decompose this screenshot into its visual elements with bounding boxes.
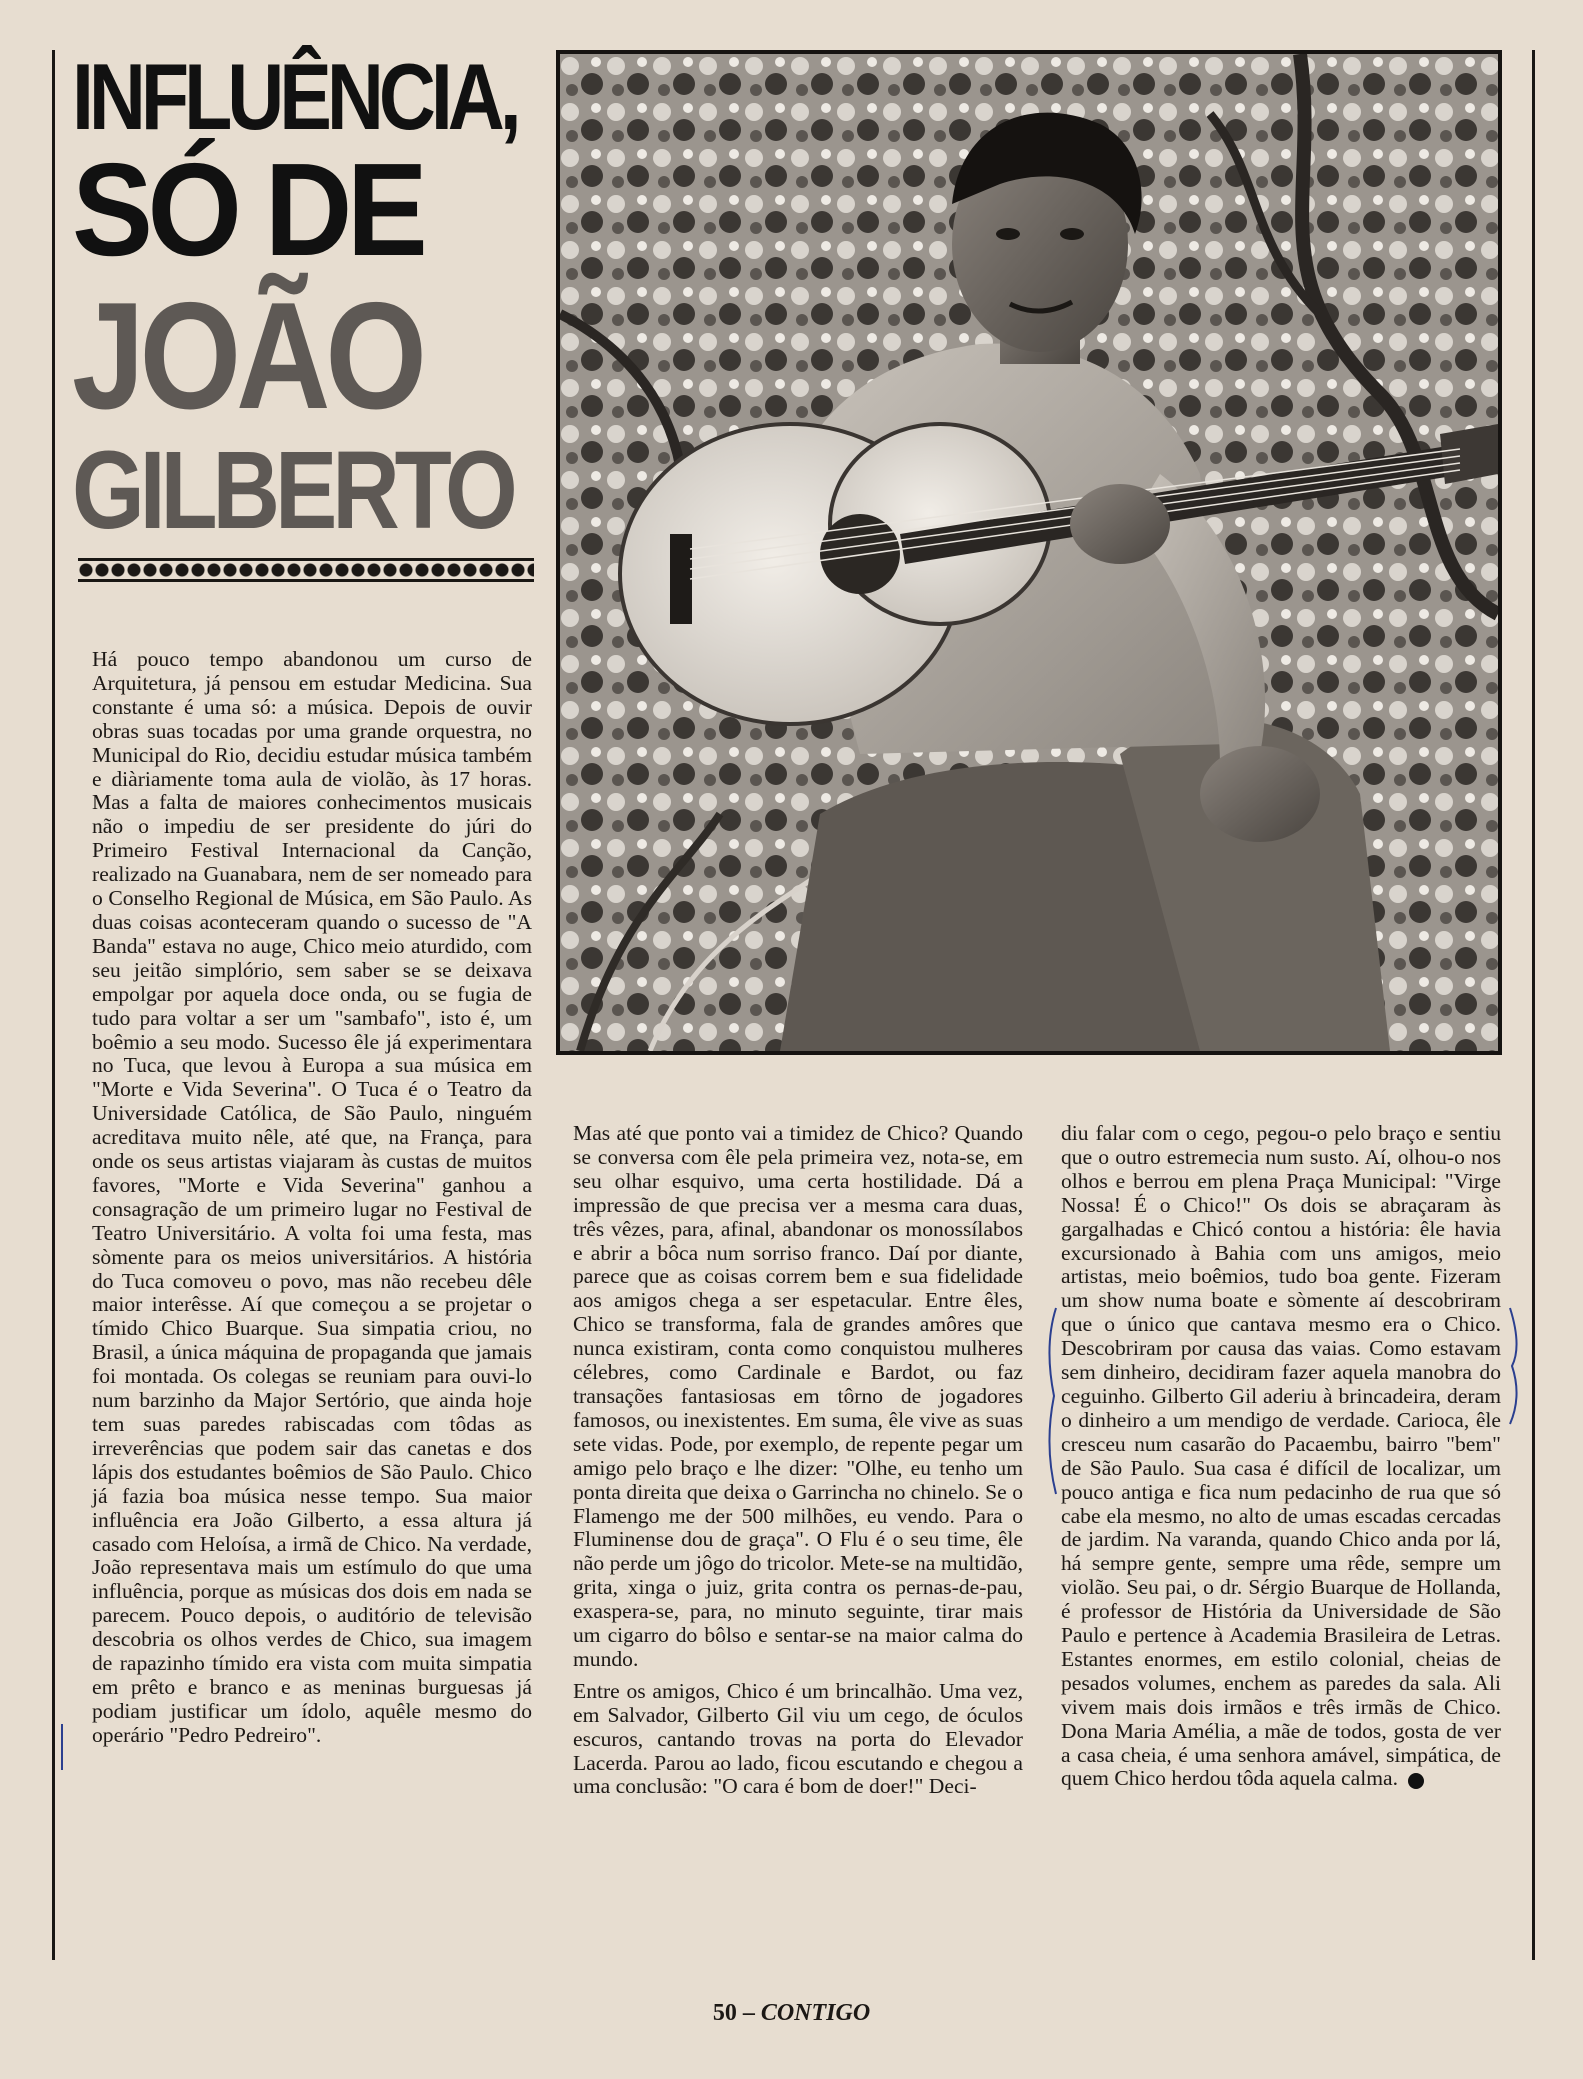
headline-line-3: JOÃO xyxy=(72,271,422,441)
dotted-divider xyxy=(78,558,534,582)
article-column-2 xyxy=(573,1122,1023,1799)
headline-line-2: SÓ DE xyxy=(72,136,423,283)
pen-mark-left xyxy=(56,1722,68,1772)
pen-bracket-right-column-3 xyxy=(1506,1306,1524,1426)
end-of-article-bullet xyxy=(1408,1773,1424,1789)
column-3-paragraph-1-text: diu falar com o cego, pegou-o pelo braço e sentiu que o outro estremecia num susto. Aí, olhou-o nos olhos e berrou em plena Praça Municipal: "Virge Nossa! É o Chico!" Os dois se abraçaram às gargalhadas e Chicó contou a história: êle havia excursionado à Bahia com uns amigos, meio artistas, meio boêmios, tudo boa gente. Fizeram um show numa boate e sòmente aí descobriram que o único que cantava mesmo era o Chico. Descobriram por causa das vaias. Como estavam sem dinheiro, decidiram fazer aquela manobra do ceguinho. Gilberto Gil aderiu à brincadeira, deram o dinheiro a um mendigo de verdade. Carioca, êle cresceu num casarão do Pacaembu, bairro "bem" de São Paulo. Sua casa é difícil de localizar, um pouco antiga e fica num pedacinho de rua que só cabe ela mesmo, no alto de umas escadas cercadas de jardim. Na varanda, quando Chico anda por lá, há sempre gente, sempre uma rêde, sempre um violão. Seu pai, o dr. Sérgio Buarque de Hollanda, é professor de História da Universidade de São Paulo e pertence à Academia Brasileira de Letras. Estantes enormes, em estilo colonial, cheias de pesados volumes, enchem as paredes da sala. Ali vivem mais dois irmãos e três irmãs de Chico. Dona Maria Amélia, a mãe de todos, gosta de ver a casa cheia, é uma senhora amável, simpática, de quem Chico herdou tôda aquela calma. xyxy=(1061,1121,1501,1791)
page-footer xyxy=(0,2000,1583,2027)
column-1-paragraph-1: Há pouco tempo abandonou um curso de Arquitetura, já pensou em estudar Medicina. Sua constante é uma só: a música. Depois de ouvir obras suas tocadas por uma grande orquestra, no Municipal do Rio, decidiu estudar música também e diàriamente toma aula de violão, às 17 horas. Mas a falta de maiores conhecimentos musicais não o impediu de ser presidente do júri do Primeiro Festival Internacional da Canção, realizado na Guanabara, nem de ser nomeado para o Conselho Regional de Música, em São Paulo. As duas coisas aconteceram quando o sucesso de "A Banda" estava no auge, Chico meio aturdido, com seu jeitão simplório, sem saber se se deixava empolgar por aquela doce onda, ou se fugia de tudo para voltar a ser um "sambafo", isto é, um boêmio a seu modo. Sucesso êle já experimentara no Tuca, que levou à Europa a sua música em "Morte e Vida Severina". O Tuca é o Teatro da Universidade Católica, de São Paulo, ninguém acreditava muito nêle, até que, na França, para onde os seus artistas viajaram às custas de muitos favores, "Morte e Vida Severina" ganhou a consagração de um primeiro lugar no Festival de Teatro Universitário. A volta foi uma festa, mas sòmente para os meios universitários. A história do Tuca comoveu o povo, mas não recebeu dêle maior interêsse. Aí que começou a se projetar o tímido Chico Buarque. Sua simpatia criou, no Brasil, a única máquina de propaganda que jamais foi montada. Os colegas se reuniam para ouvi-lo num barzinho da Major Sertório, que ainda hoje tem suas paredes rabiscadas com tôdas as irreverências que podem sair das canetas e dos lápis dos estudantes boêmios de São Paulo. Chico já fazia boa música nesse tempo. Sua maior influência era João Gilberto, a essa altura já casado com Heloísa, a irmã de Chico. Na verdade, João representava mais um estímulo do que uma influência, porque as músicas dos dois em nada se parecem. Pouco depois, o auditório de televisão descobria os olhos verdes de Chico, sua imagem de rapazinho tímido era vista com muita simpatia em prêto e branco e as meninas burguesas já podiam justificar um ídolo, aquêle mesmo do operário "Pedro Pedreiro". xyxy=(92,647,532,1747)
left-border-rule xyxy=(52,50,55,1960)
pen-bracket-left-column-3 xyxy=(1042,1306,1060,1496)
page-number: 50 – xyxy=(712,2000,755,2026)
article-column-3 xyxy=(1061,1122,1501,1791)
column-3-paragraph-1 xyxy=(1061,1122,1501,1791)
right-border-rule xyxy=(1532,50,1535,1960)
column-2-paragraph-1: Mas até que ponto vai a timidez de Chico? Quando se conversa com êle pela primeira vez, nota-se, em seu olhar esquivo, uma certa hostilidade. Dá a impressão de que precisa ver a mesma cara duas, três vêzes, para, afinal, abandonar os monossílabos e abrir a bôca num sorriso franco. Daí por diante, parece que as coisas correm bem e sua fidelidade aos amigos chega a ser espetacular. Entre êles, Chico se transforma, fala de grandes amôres que nunca existiram, conta como conquistou mulheres célebres, como Cardinale e Bardot, ou faz transações fantasiosas em tôrno de jogadores famosos, ou inexistentes. Em suma, êle vive as suas sete vidas. Pode, por exemplo, de repente pegar um amigo pelo braço e lhe dizer: "Olhe, eu tenho um ponta direita que deixa o Garrincha no chinelo. Se o Flamengo me der 500 milhões, eu vendo. Para o Fluminense dou de graça". O Flu é o seu time, êle não perde um jôgo do tricolor. Mete-se na multidão, grita, xinga o juiz, grita contra os pernas-de-pau, exaspera-se, para, no minuto seguinte, tirar mais um cigarro do bôlso e sentar-se na maior calma do mundo. xyxy=(573,1121,1023,1671)
headline-line-4: GILBERTO xyxy=(72,429,513,552)
column-2-paragraph-2: Entre os amigos, Chico é um brincalhão. Uma vez, em Salvador, Gilberto Gil viu um cego, de óculos escuros, cantando trovas na porta do Elevador Lacerda. Parou ao lado, ficou escutando e chegou a uma conclusão: "O cara é bom de doer!" Deci- xyxy=(573,1678,1023,1799)
headline xyxy=(72,44,542,552)
photo-illustration xyxy=(560,54,1498,1051)
young-man-with-guitar-photo xyxy=(556,50,1502,1055)
magazine-name: CONTIGO xyxy=(760,2000,871,2026)
headline-line-1: INFLUÊNCIA, xyxy=(72,44,517,149)
article-column-1 xyxy=(92,648,532,1748)
